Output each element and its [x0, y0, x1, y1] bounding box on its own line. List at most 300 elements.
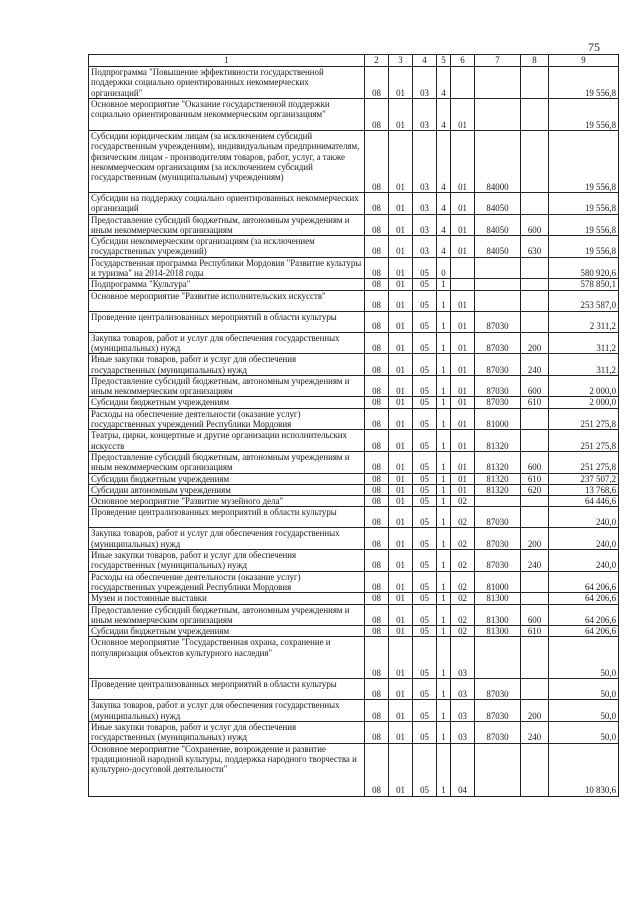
row-code [475, 279, 521, 290]
row-code: 08 [365, 99, 389, 131]
row-code: 01 [389, 451, 413, 473]
row-code: 1 [437, 679, 451, 700]
row-code [475, 637, 521, 679]
row-code: 81300 [475, 626, 521, 637]
row-code: 08 [365, 550, 389, 572]
table-row [89, 743, 619, 796]
row-code [521, 496, 549, 507]
row-description: Проведение централизованных мероприятий в области культуры [89, 311, 365, 332]
row-amount: 240,0 [549, 507, 619, 528]
row-code [475, 67, 521, 99]
row-code: 05 [413, 626, 437, 637]
row-description: Закупка товаров, работ и услуг для обеспечения государственных (муниципальных) нужд [89, 332, 365, 354]
row-code: 08 [365, 528, 389, 550]
row-code: 84050 [475, 214, 521, 236]
row-code: 1 [437, 593, 451, 604]
row-code: 03 [451, 721, 475, 743]
row-code: 01 [389, 257, 413, 279]
row-code [475, 290, 521, 311]
row-code: 08 [365, 626, 389, 637]
budget-table [88, 54, 619, 797]
row-code: 01 [389, 236, 413, 258]
table-row [89, 484, 619, 495]
row-amount: 50,0 [549, 679, 619, 700]
row-code: 01 [389, 67, 413, 99]
row-amount: 50,0 [549, 700, 619, 722]
row-code: 08 [365, 67, 389, 99]
row-code: 4 [437, 67, 451, 99]
row-code: 08 [365, 290, 389, 311]
column-header: 3 [389, 55, 413, 67]
row-code: 05 [413, 593, 437, 604]
row-code: 1 [437, 721, 451, 743]
row-amount: 19 556,8 [549, 99, 619, 131]
row-code: 08 [365, 743, 389, 796]
row-code [521, 430, 549, 452]
row-code [475, 496, 521, 507]
table-row [89, 332, 619, 354]
row-code: 05 [413, 375, 437, 397]
row-code: 87030 [475, 721, 521, 743]
row-code: 81000 [475, 571, 521, 593]
row-code: 87030 [475, 354, 521, 376]
page-number: 75 [588, 40, 600, 54]
table-row [89, 131, 619, 193]
row-amount: 311,2 [549, 332, 619, 354]
row-code: 03 [413, 131, 437, 193]
row-code: 08 [365, 257, 389, 279]
row-code: 4 [437, 99, 451, 131]
row-code: 81300 [475, 593, 521, 604]
row-code: 84000 [475, 131, 521, 193]
row-code: 01 [389, 332, 413, 354]
table-row [89, 507, 619, 528]
table-row [89, 67, 619, 99]
row-code: 630 [521, 236, 549, 258]
row-code: 01 [451, 354, 475, 376]
row-code: 05 [413, 571, 437, 593]
row-description: Музеи и постоянные выставки [89, 593, 365, 604]
row-code: 08 [365, 571, 389, 593]
row-code: 08 [365, 679, 389, 700]
row-amount: 50,0 [549, 721, 619, 743]
row-code: 01 [389, 528, 413, 550]
row-code: 03 [413, 214, 437, 236]
row-code [521, 131, 549, 193]
row-code: 01 [389, 550, 413, 572]
row-code [451, 279, 475, 290]
row-code: 01 [389, 473, 413, 484]
row-code: 87030 [475, 528, 521, 550]
row-description: Основное мероприятие "Сохранение, возрождение и развитие традиционной народной культуры, поддержка народного творчества и культурно-досуговой деятельности" [89, 743, 365, 796]
table-row [89, 679, 619, 700]
table-row [89, 397, 619, 408]
table-row [89, 99, 619, 131]
row-code: 1 [437, 528, 451, 550]
row-code: 05 [413, 408, 437, 430]
row-code: 01 [451, 99, 475, 131]
row-code: 01 [389, 131, 413, 193]
row-code: 01 [389, 290, 413, 311]
row-amount: 19 556,8 [549, 236, 619, 258]
row-code [475, 743, 521, 796]
row-amount: 311,2 [549, 354, 619, 376]
row-amount: 2 000,0 [549, 375, 619, 397]
row-code [521, 67, 549, 99]
column-header: 6 [451, 55, 475, 67]
row-code: 08 [365, 507, 389, 528]
row-code: 1 [437, 473, 451, 484]
row-amount: 64 206,6 [549, 626, 619, 637]
row-code: 02 [451, 496, 475, 507]
row-code: 01 [389, 408, 413, 430]
row-code: 02 [451, 571, 475, 593]
row-amount: 13 768,6 [549, 484, 619, 495]
row-code: 01 [389, 496, 413, 507]
row-code: 1 [437, 743, 451, 796]
row-description: Предоставление субсидий бюджетным, автономным учреждениям и иным некоммерческим организациям [89, 375, 365, 397]
row-amount: 580 920,6 [549, 257, 619, 279]
row-description: Основное мероприятие "Развитие исполнительских искусств" [89, 290, 365, 311]
row-code: 01 [451, 311, 475, 332]
row-code [475, 257, 521, 279]
row-code: 4 [437, 131, 451, 193]
table-row [89, 496, 619, 507]
row-code: 81320 [475, 473, 521, 484]
row-code [451, 257, 475, 279]
table-row [89, 550, 619, 572]
row-code: 08 [365, 214, 389, 236]
row-code: 02 [451, 550, 475, 572]
row-description: Субсидии автономным учреждениям [89, 484, 365, 495]
row-amount: 2 311,2 [549, 311, 619, 332]
row-code: 01 [389, 700, 413, 722]
row-code: 600 [521, 214, 549, 236]
row-code: 87030 [475, 311, 521, 332]
row-amount: 237 507,2 [549, 473, 619, 484]
row-code: 81320 [475, 451, 521, 473]
row-code: 1 [437, 397, 451, 408]
row-code: 02 [451, 528, 475, 550]
table-row [89, 214, 619, 236]
row-code: 01 [451, 473, 475, 484]
row-amount: 64 446,6 [549, 496, 619, 507]
row-description: Иные закупки товаров, работ и услуг для обеспечения государственных (муниципальных) нужд [89, 354, 365, 376]
row-amount: 578 850,1 [549, 279, 619, 290]
row-code: 01 [389, 571, 413, 593]
row-code: 05 [413, 473, 437, 484]
row-code: 1 [437, 408, 451, 430]
row-code: 05 [413, 637, 437, 679]
table-row [89, 451, 619, 473]
row-code: 81320 [475, 484, 521, 495]
row-code: 01 [389, 679, 413, 700]
row-description: Субсидии бюджетным учреждениям [89, 473, 365, 484]
row-description: Субсидии юридическим лицам (за исключением субсидий государственным учреждениям), индивидуальным предпринимателям, физическим лицам - производителям товаров, работ, услуг, а также некоммерческим организациям (за исключением субсидий государственным (муниципальным) учреждениям) [89, 131, 365, 193]
row-amount: 240,0 [549, 528, 619, 550]
row-code: 610 [521, 473, 549, 484]
row-code: 87030 [475, 700, 521, 722]
table-row [89, 311, 619, 332]
row-code: 01 [451, 193, 475, 215]
row-code: 05 [413, 257, 437, 279]
table-row [89, 604, 619, 626]
row-code: 240 [521, 550, 549, 572]
row-code: 01 [389, 193, 413, 215]
row-description: Подпрограмма "Повышение эффективности государственной поддержки социально ориентированных некоммерческих организаций" [89, 67, 365, 99]
row-code: 05 [413, 721, 437, 743]
row-code: 03 [451, 637, 475, 679]
row-code: 610 [521, 626, 549, 637]
column-header: 2 [365, 55, 389, 67]
row-code: 01 [389, 397, 413, 408]
column-header: 1 [89, 55, 365, 67]
row-code [521, 257, 549, 279]
row-code: 1 [437, 604, 451, 626]
row-code: 84050 [475, 193, 521, 215]
row-description: Расходы на обеспечение деятельности (оказание услуг) государственных учреждений Республики Мордовия [89, 571, 365, 593]
row-code: 1 [437, 550, 451, 572]
row-amount: 19 556,8 [549, 131, 619, 193]
row-code [521, 679, 549, 700]
row-code: 01 [451, 214, 475, 236]
row-code: 05 [413, 743, 437, 796]
row-code: 87030 [475, 375, 521, 397]
row-code: 600 [521, 375, 549, 397]
row-description: Иные закупки товаров, работ и услуг для обеспечения государственных (муниципальных) нужд [89, 550, 365, 572]
row-code: 03 [413, 236, 437, 258]
row-code: 01 [389, 743, 413, 796]
table-row [89, 408, 619, 430]
row-description: Расходы на обеспечение деятельности (оказание услуг) государственных учреждений Республики Мордовия [89, 408, 365, 430]
row-description: Закупка товаров, работ и услуг для обеспечения государственных (муниципальных) нужд [89, 528, 365, 550]
row-description: Иные закупки товаров, работ и услуг для обеспечения государственных (муниципальных) нужд [89, 721, 365, 743]
row-code [521, 193, 549, 215]
row-code: 03 [413, 193, 437, 215]
row-code: 08 [365, 354, 389, 376]
row-code: 610 [521, 397, 549, 408]
row-code: 87030 [475, 550, 521, 572]
row-code: 02 [451, 507, 475, 528]
row-description: Субсидии на поддержку социально ориентированных некоммерческих организаций [89, 193, 365, 215]
row-amount: 10 830,6 [549, 743, 619, 796]
row-code: 01 [451, 131, 475, 193]
row-code: 200 [521, 700, 549, 722]
table-row [89, 279, 619, 290]
row-code: 01 [451, 430, 475, 452]
row-code: 08 [365, 700, 389, 722]
row-code: 81000 [475, 408, 521, 430]
row-description: Предоставление субсидий бюджетным, автономным учреждениям и иным некоммерческим организациям [89, 451, 365, 473]
row-code: 05 [413, 700, 437, 722]
row-code: 05 [413, 332, 437, 354]
row-description: Предоставление субсидий бюджетным, автономным учреждениям и иным некоммерческим организациям [89, 604, 365, 626]
row-code: 1 [437, 496, 451, 507]
row-code: 08 [365, 721, 389, 743]
row-description: Субсидии бюджетным учреждениям [89, 626, 365, 637]
row-code: 08 [365, 332, 389, 354]
row-description: Закупка товаров, работ и услуг для обеспечения государственных (муниципальных) нужд [89, 700, 365, 722]
row-code [521, 743, 549, 796]
table-header [89, 55, 619, 67]
row-code: 05 [413, 496, 437, 507]
row-code: 87030 [475, 332, 521, 354]
row-code: 01 [451, 290, 475, 311]
row-code: 4 [437, 214, 451, 236]
row-code [521, 311, 549, 332]
row-code: 1 [437, 484, 451, 495]
row-code [521, 408, 549, 430]
row-amount: 251 275,8 [549, 408, 619, 430]
row-code: 01 [451, 375, 475, 397]
row-code: 01 [389, 311, 413, 332]
row-code: 03 [413, 99, 437, 131]
row-description: Субсидии бюджетным учреждениям [89, 397, 365, 408]
row-code: 1 [437, 290, 451, 311]
column-header: 9 [549, 55, 619, 67]
row-code: 240 [521, 354, 549, 376]
table-body [89, 67, 619, 797]
row-amount: 253 587,0 [549, 290, 619, 311]
row-code: 01 [389, 721, 413, 743]
row-code: 01 [389, 593, 413, 604]
row-code: 1 [437, 700, 451, 722]
row-code: 01 [451, 451, 475, 473]
row-description: Подпрограмма "Культура" [89, 279, 365, 290]
row-code [521, 279, 549, 290]
row-code: 05 [413, 290, 437, 311]
row-code: 01 [389, 375, 413, 397]
row-code: 01 [389, 99, 413, 131]
row-description: Основное мероприятие "Оказание государственной поддержки социально ориентированным некоммерческим организациям" [89, 99, 365, 131]
row-code: 01 [451, 236, 475, 258]
row-code: 01 [389, 430, 413, 452]
row-description: Театры, цирки, концертные и другие организации исполнительских искусств [89, 430, 365, 452]
table-row [89, 593, 619, 604]
row-code: 08 [365, 397, 389, 408]
row-code: 4 [437, 236, 451, 258]
row-code: 01 [389, 484, 413, 495]
row-amount: 64 206,6 [549, 604, 619, 626]
row-code: 01 [451, 408, 475, 430]
row-code: 81320 [475, 430, 521, 452]
table-row [89, 354, 619, 376]
row-code [521, 99, 549, 131]
row-code: 01 [451, 397, 475, 408]
row-code: 1 [437, 375, 451, 397]
row-code: 08 [365, 593, 389, 604]
row-code [521, 507, 549, 528]
row-code: 08 [365, 236, 389, 258]
row-code: 08 [365, 496, 389, 507]
row-code: 08 [365, 484, 389, 495]
row-code: 08 [365, 637, 389, 679]
row-code: 620 [521, 484, 549, 495]
row-code: 1 [437, 637, 451, 679]
row-code: 08 [365, 375, 389, 397]
row-code: 1 [437, 451, 451, 473]
row-code: 01 [389, 354, 413, 376]
row-amount: 240,0 [549, 550, 619, 572]
row-code: 05 [413, 354, 437, 376]
row-code: 04 [451, 743, 475, 796]
row-code [451, 67, 475, 99]
row-code: 1 [437, 626, 451, 637]
row-code: 05 [413, 279, 437, 290]
table-row [89, 257, 619, 279]
table-row [89, 700, 619, 722]
table-row [89, 473, 619, 484]
row-code [521, 637, 549, 679]
row-code: 08 [365, 193, 389, 215]
row-amount: 19 556,8 [549, 67, 619, 99]
row-amount: 64 206,6 [549, 593, 619, 604]
row-code: 240 [521, 721, 549, 743]
row-code: 87030 [475, 507, 521, 528]
row-code: 05 [413, 397, 437, 408]
row-code: 02 [451, 626, 475, 637]
table-row [89, 193, 619, 215]
row-code: 1 [437, 507, 451, 528]
table-row [89, 528, 619, 550]
row-code: 01 [389, 637, 413, 679]
row-code: 01 [389, 626, 413, 637]
table-row [89, 430, 619, 452]
row-code [521, 593, 549, 604]
row-amount: 19 556,8 [549, 214, 619, 236]
row-code: 08 [365, 408, 389, 430]
row-code: 1 [437, 354, 451, 376]
row-code: 08 [365, 604, 389, 626]
table-row [89, 571, 619, 593]
row-code: 1 [437, 430, 451, 452]
row-code: 1 [437, 279, 451, 290]
table-row [89, 375, 619, 397]
row-code: 01 [389, 279, 413, 290]
row-code: 05 [413, 451, 437, 473]
row-code [475, 99, 521, 131]
row-code: 05 [413, 507, 437, 528]
row-code: 02 [451, 604, 475, 626]
row-code: 01 [389, 507, 413, 528]
row-code: 01 [389, 604, 413, 626]
row-code: 200 [521, 528, 549, 550]
row-code: 05 [413, 528, 437, 550]
table-row [89, 721, 619, 743]
row-description: Предоставление субсидий бюджетным, автономным учреждениям и иным некоммерческим организациям [89, 214, 365, 236]
row-code: 08 [365, 473, 389, 484]
row-code [521, 571, 549, 593]
row-amount: 50,0 [549, 637, 619, 679]
row-code: 05 [413, 604, 437, 626]
row-code: 05 [413, 484, 437, 495]
row-amount: 64 206,6 [549, 571, 619, 593]
row-code: 84050 [475, 236, 521, 258]
row-description: Основное мероприятие "Государственная охрана, сохранение и популяризация объектов культурного наследия" [89, 637, 365, 679]
column-header: 4 [413, 55, 437, 67]
row-code: 0 [437, 257, 451, 279]
row-code: 87030 [475, 679, 521, 700]
row-code: 4 [437, 193, 451, 215]
row-amount: 19 556,8 [549, 193, 619, 215]
row-amount: 251 275,8 [549, 451, 619, 473]
table-row [89, 626, 619, 637]
row-code: 05 [413, 550, 437, 572]
row-code: 600 [521, 451, 549, 473]
row-code: 1 [437, 311, 451, 332]
table-row [89, 637, 619, 679]
column-header: 8 [521, 55, 549, 67]
